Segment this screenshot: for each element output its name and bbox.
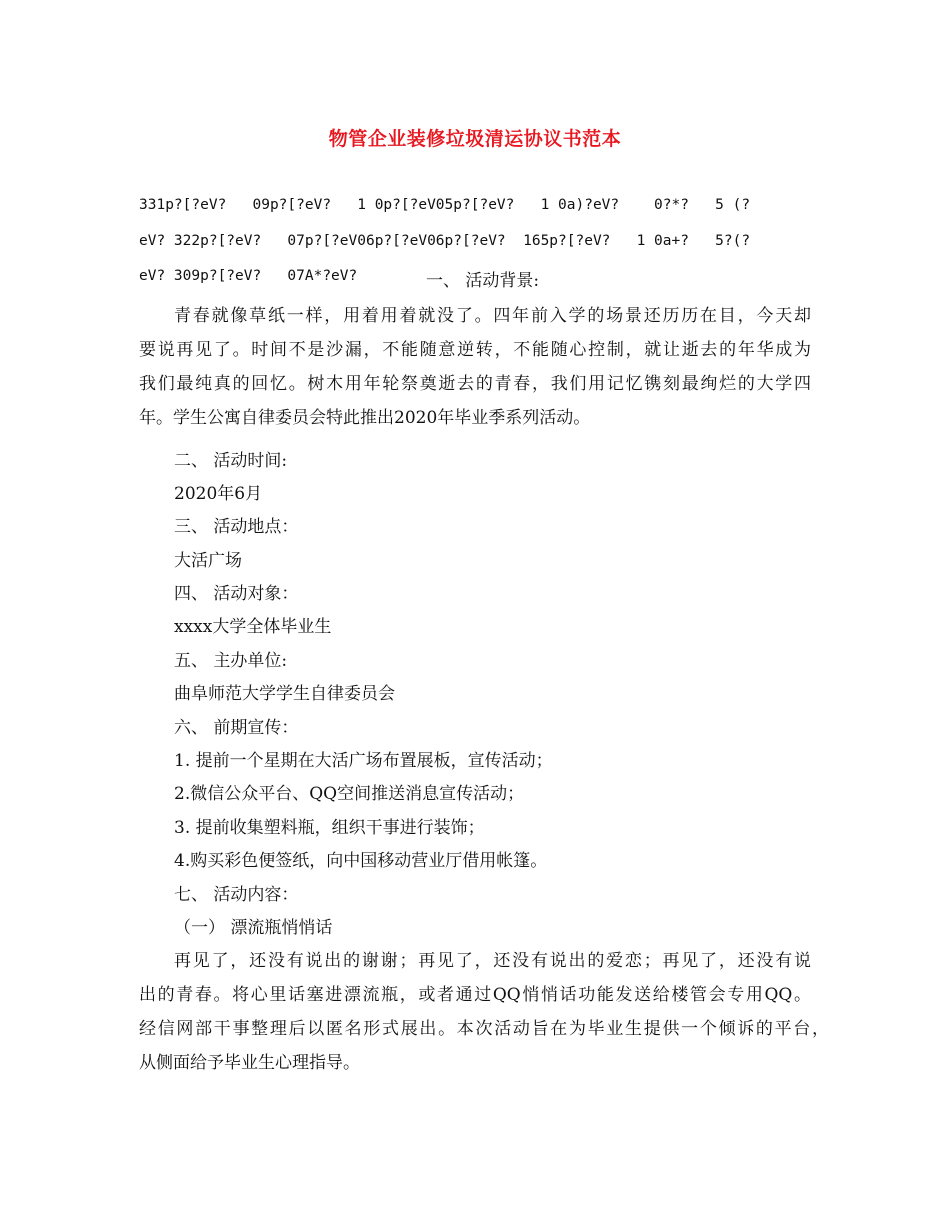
paragraph-line: 再见了，还没有说出的谢谢；再见了，还没有说出的爱恋；再见了，还没有说 [174,951,811,971]
section-heading-promotion: 六、 前期宣传： [174,718,299,738]
section-heading-location: 三、 活动地点： [174,517,299,537]
paragraph-line: 我们最纯真的回忆。树木用年轮祭奠逝去的青春，我们用记忆镌刻最绚烂的大学四 [139,374,811,394]
section-value-organizer: 曲阜师范大学学生自律委员会 [174,684,395,704]
paragraph-line: 青春就像草纸一样，用着用着就没了。四年前入学的场景还历历在目，今天却 [174,306,811,326]
paragraph-line: 年。学生公寓自律委员会特此推出2020年毕业季系列活动。 [139,408,591,428]
promotion-item: 3. 提前收集塑料瓶，组织干事进行装饰； [174,818,485,838]
subsection-heading: （一） 漂流瓶悄悄话 [174,918,333,938]
document-title: 物管企业装修垃圾清运协议书范本 [328,128,622,150]
section-value-audience: xxxx大学全体毕业生 [174,617,332,637]
section-value-time: 2020年6月 [174,484,263,504]
garbled-text-line: eV? 309p?[?eV? 07A*?eV? [139,268,358,284]
section-heading-organizer: 五、 主办单位: [174,651,288,671]
garbled-text-line: eV? 322p?[?eV? 07p?[?eV06p?[?eV06p?[?eV? 165p?[?eV? 1 0a+? 5?(? [139,233,751,249]
paragraph-line: 要说再见了。时间不是沙漏，不能随意逆转，不能随心控制，就让逝去的年华成为 [139,340,811,360]
promotion-item: 4.购买彩色便签纸，向中国移动营业厅借用帐篷。 [174,851,548,871]
section-heading-audience: 四、 活动对象： [174,584,299,604]
section-value-location: 大活广场 [174,551,242,571]
paragraph-line: 出的青春。将心里话塞进漂流瓶，或者通过QQ悄悄话功能发送给楼管会专用QQ。 [139,985,811,1005]
section-heading-time: 二、 活动时间: [174,451,288,471]
promotion-item: 2.微信公众平台、QQ空间推送消息宣传活动； [174,784,525,804]
paragraph-line: 经信网部干事整理后以匿名形式展出。本次活动旨在为毕业生提供一个倾诉的平台， [139,1019,829,1039]
section-heading-content: 七、 活动内容： [174,885,299,905]
garbled-text-line: 331p?[?eV? 09p?[?eV? 1 0p?[?eV05p?[?eV? 1 0a)?eV? 0?*? 5 (? [139,197,751,213]
promotion-item: 1. 提前一个星期在大活广场布置展板，宣传活动； [174,751,553,771]
paragraph-line: 从侧面给予毕业生心理指导。 [139,1053,360,1073]
section-heading-background: 一、 活动背景: [426,271,540,291]
